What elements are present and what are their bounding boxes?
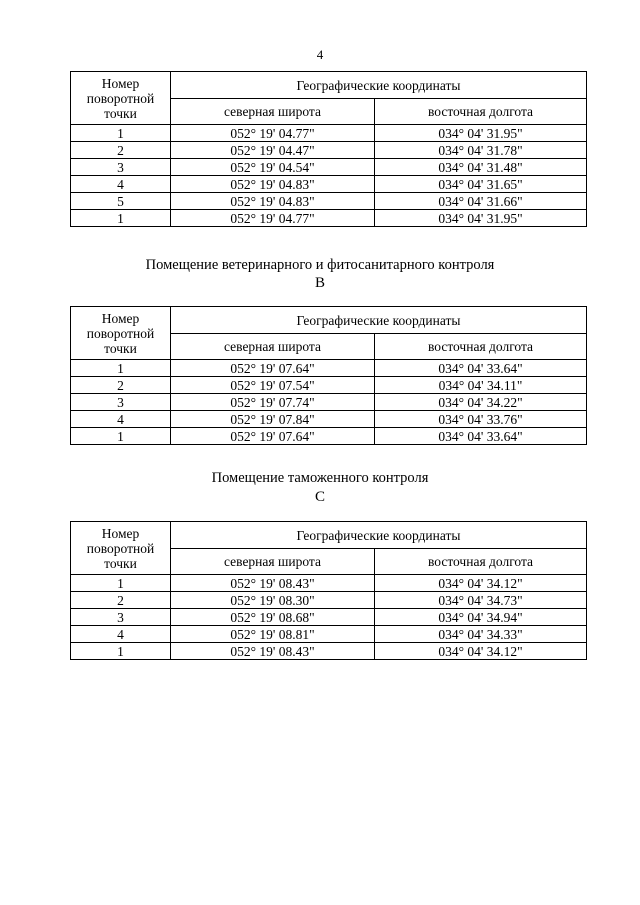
latitude-value: 052° 19' 07.54" [171, 377, 375, 394]
point-number: 1 [71, 210, 171, 227]
latitude-value: 052° 19' 08.81" [171, 626, 375, 643]
latitude-value: 052° 19' 04.83" [171, 193, 375, 210]
point-number: 3 [71, 609, 171, 626]
longitude-value: 034° 04' 34.22" [375, 394, 587, 411]
longitude-value: 034° 04' 34.33" [375, 626, 587, 643]
geo-coordinates-header: Географические координаты [171, 522, 587, 549]
latitude-header: северная широта [171, 334, 375, 360]
coordinates-table-a [70, 71, 587, 227]
longitude-header: восточная долгота [375, 334, 587, 360]
latitude-value: 052° 19' 08.30" [171, 592, 375, 609]
point-number: 2 [71, 592, 171, 609]
longitude-value: 034° 04' 33.64" [375, 428, 587, 445]
longitude-value: 034° 04' 34.94" [375, 609, 587, 626]
point-number-header [71, 307, 171, 360]
latitude-value: 052° 19' 07.84" [171, 411, 375, 428]
table-row [71, 428, 587, 445]
latitude-value: 052° 19' 04.83" [171, 176, 375, 193]
longitude-value: 034° 04' 31.48" [375, 159, 587, 176]
point-number-header [71, 522, 171, 575]
longitude-value: 034° 04' 31.78" [375, 142, 587, 159]
longitude-value: 034° 04' 34.12" [375, 575, 587, 592]
latitude-value: 052° 19' 08.43" [171, 575, 375, 592]
point-number-header [71, 72, 171, 125]
point-header-line-3: точки [104, 555, 137, 571]
coordinates-table-c [70, 521, 587, 660]
geo-coordinates-header: Географические координаты [171, 72, 587, 99]
point-number: 4 [71, 626, 171, 643]
latitude-value: 052° 19' 04.77" [171, 125, 375, 142]
point-number: 2 [71, 142, 171, 159]
point-number: 1 [71, 428, 171, 445]
table-row [71, 592, 587, 609]
section-title-b: Помещение ветеринарного и фитосанитарного контроля [145, 257, 495, 273]
section-title-c: Помещение таможенного контроля [211, 470, 429, 486]
table-row [71, 575, 587, 592]
point-number: 1 [71, 575, 171, 592]
longitude-value: 034° 04' 33.64" [375, 360, 587, 377]
coordinates-table-b [70, 306, 587, 445]
point-number: 5 [71, 193, 171, 210]
table-row [71, 411, 587, 428]
point-header-line-3: точки [104, 105, 137, 121]
table-row [71, 626, 587, 643]
latitude-value: 052° 19' 08.43" [171, 643, 375, 660]
table-row [71, 377, 587, 394]
table-row [71, 394, 587, 411]
longitude-value: 034° 04' 34.11" [375, 377, 587, 394]
point-number: 3 [71, 394, 171, 411]
latitude-value: 052° 19' 04.47" [171, 142, 375, 159]
point-header-line-3: точки [104, 340, 137, 356]
table-row [71, 643, 587, 660]
section-letter-c: С [314, 489, 325, 505]
table-row [71, 360, 587, 377]
table-row [71, 609, 587, 626]
point-number: 4 [71, 176, 171, 193]
longitude-header: восточная долгота [375, 99, 587, 125]
latitude-header: северная широта [171, 549, 375, 575]
point-number: 3 [71, 159, 171, 176]
geo-coordinates-header: Географические координаты [171, 307, 587, 334]
latitude-value: 052° 19' 07.74" [171, 394, 375, 411]
longitude-value: 034° 04' 34.73" [375, 592, 587, 609]
table-row [71, 176, 587, 193]
latitude-header: северная широта [171, 99, 375, 125]
point-number: 1 [71, 643, 171, 660]
point-header-line-1: Номер [101, 75, 140, 91]
table-row [71, 142, 587, 159]
latitude-value: 052° 19' 04.54" [171, 159, 375, 176]
table-row [71, 193, 587, 210]
longitude-value: 034° 04' 31.95" [375, 125, 587, 142]
longitude-header: восточная долгота [375, 549, 587, 575]
latitude-value: 052° 19' 04.77" [171, 210, 375, 227]
point-number: 2 [71, 377, 171, 394]
longitude-value: 034° 04' 31.95" [375, 210, 587, 227]
point-number: 1 [71, 125, 171, 142]
longitude-value: 034° 04' 34.12" [375, 643, 587, 660]
longitude-value: 034° 04' 31.66" [375, 193, 587, 210]
point-header-line-1: Номер [101, 525, 140, 541]
table-row [71, 159, 587, 176]
table-row [71, 125, 587, 142]
longitude-value: 034° 04' 31.65" [375, 176, 587, 193]
point-header-line-2: поворотной [86, 325, 155, 341]
point-header-line-1: Номер [101, 310, 140, 326]
latitude-value: 052° 19' 08.68" [171, 609, 375, 626]
latitude-value: 052° 19' 07.64" [171, 428, 375, 445]
point-number: 1 [71, 360, 171, 377]
latitude-value: 052° 19' 07.64" [171, 360, 375, 377]
table-row [71, 210, 587, 227]
point-header-line-2: поворотной [86, 540, 155, 556]
page-number: 4 [316, 47, 324, 62]
longitude-value: 034° 04' 33.76" [375, 411, 587, 428]
point-header-line-2: поворотной [86, 90, 155, 106]
section-letter-b: В [314, 275, 325, 291]
point-number: 4 [71, 411, 171, 428]
